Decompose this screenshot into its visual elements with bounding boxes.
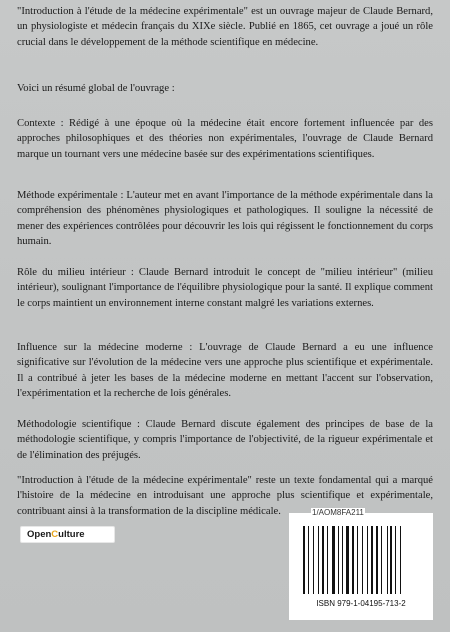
barcode-bar <box>362 526 363 594</box>
barcode-bar <box>387 526 388 594</box>
barcode-bar <box>376 526 378 594</box>
barcode-bar <box>338 526 339 594</box>
method-paragraph: Méthode expérimentale : L'auteur met en avant l'importance de la méthode expérimentale dans la compréhension des phénomènes physiologiques et pathologiques. Il souligne la nécessité de mener des expériences contrôlées pour découvrir les lois qui régissent le fonctionnement du corps humain. <box>17 190 433 248</box>
barcode-bar <box>303 526 305 594</box>
barcode-bar <box>371 526 373 594</box>
publisher-name: OpenCulture <box>27 529 85 540</box>
barcode-bar <box>346 526 349 594</box>
barcode <box>289 513 433 620</box>
barcode-bar <box>322 526 324 594</box>
barcode-bar <box>342 526 343 594</box>
barcode-bar <box>400 526 401 594</box>
conclusion-paragraph: "Introduction à l'étude de la médecine expérimentale" reste un texte fondamental qui a marqué l'histoire de la médecine en introduisant une approche plus scientifique et expérimentale, contribuant ainsi à la transformation de la discipline médicale. <box>17 475 433 517</box>
barcode-bar <box>390 526 392 594</box>
barcode-bar <box>318 526 319 594</box>
barcode-bar <box>352 526 354 594</box>
isbn-label: ISBN 979-1-04195-713-2 <box>316 599 406 608</box>
barcode-bar <box>357 526 358 594</box>
overlap-code: 1/AOM8FA211 <box>312 508 364 517</box>
barcode-bar <box>367 526 368 594</box>
barcode-bar <box>381 526 382 594</box>
summary-lead: Voici un résumé global de l'ouvrage : <box>17 83 175 94</box>
barcode-bar <box>308 526 309 594</box>
influence-paragraph: Influence sur la médecine moderne : L'ouvrage de Claude Bernard a eu une influence significative sur l'évolution de la médecine vers une approche plus scientifique et expérimentale. Il a contribué à jeter les bases de la médecine moderne en mettant l'accent sur l'observation, l'expérimentation et la recherche de lois générales. <box>17 342 433 400</box>
milieu-paragraph: Rôle du milieu intérieur : Claude Bernard introduit le concept de "milieu intérieur" (milieu intérieur), soulignant l'importance de l'équilibre physiologique pour la santé. Il explique comment le corps maintient un environnement interne constant malgré les variations externes. <box>17 267 433 309</box>
barcode-bar <box>327 526 328 594</box>
methodology-paragraph: Méthodologie scientifique : Claude Bernard discute également des principes de base de la méthodologie scientifique, y compris l'importance de l'objectivité, de la rigueur expérimentale et de l'élimination des préjugés. <box>17 419 433 461</box>
barcode-bar <box>313 526 314 594</box>
barcode-bar <box>332 526 335 594</box>
publisher-logo <box>20 526 115 543</box>
barcode-bars <box>303 526 419 594</box>
intro-paragraph: "Introduction à l'étude de la médecine expérimentale" est un ouvrage majeur de Claude Bernard, un physiologiste et médecin français du XIXe siècle. Publié en 1865, cet ouvrage a joué un rôle crucial dans le développement de la méthode scientifique en médecine. <box>17 6 433 48</box>
barcode-bar <box>395 526 396 594</box>
context-paragraph: Contexte : Rédigé à une époque où la médecine était encore fortement influencée par des approches philosophiques et des théories non expérimentales, l'ouvrage de Claude Bernard marque un tournant vers une médecine basée sur des expérimentations scientifiques. <box>17 118 433 160</box>
